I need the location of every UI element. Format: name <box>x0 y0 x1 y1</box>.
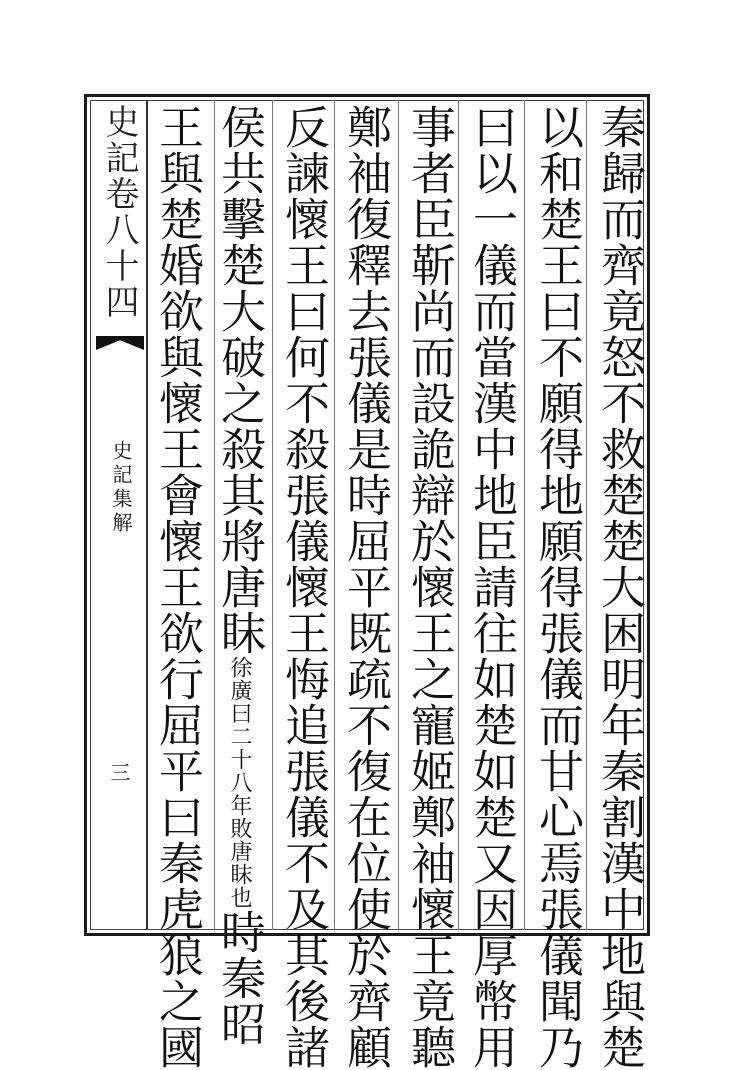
text-column-3: 曰以一儀而當漢中地臣請往如楚如楚又因厚幣用 <box>465 104 518 1070</box>
column-divider <box>586 100 587 930</box>
text-column-8: 王與楚婚欲與懷王會懷王欲行屈平曰秦虎狼之國 <box>151 104 204 1070</box>
margin-divider <box>146 100 148 930</box>
text-column-5: 鄭袖復釋去張儀是時屈平既疏不復在位使於齊顧 <box>339 104 392 1070</box>
annotation-note-right: 徐廣曰二十八 <box>227 656 252 794</box>
column-divider <box>398 100 399 930</box>
annotation-note <box>212 656 266 909</box>
text-column-6: 反諫懷王曰何不殺張儀懷王悔追張儀不及其後諸 <box>277 104 330 1070</box>
column-7-tail-text: 時秦昭 <box>213 909 266 1047</box>
column-divider <box>458 100 459 930</box>
text-column-7 <box>212 104 266 1047</box>
margin-book-title: 史記集解 <box>109 440 133 536</box>
page-number: 三 <box>107 762 131 782</box>
column-7-main-text: 侯共擊楚大破之殺其將唐眜 <box>213 104 266 656</box>
column-divider <box>524 100 525 930</box>
text-column-1: 秦歸而齊竟怒不救楚楚大困明年秦割漢中地與楚 <box>593 104 646 1070</box>
margin-top-title: 史記卷八十四 <box>99 104 139 320</box>
annotation-note-left: 年敗唐眜也 <box>227 794 252 909</box>
column-divider <box>334 100 335 930</box>
text-column-4: 事者臣靳尚而設詭辯於懷王之寵姬鄭袖懷王竟聽 <box>403 104 456 1070</box>
text-column-2: 以和楚王曰不願得地願得張儀而甘心焉張儀聞乃 <box>531 104 584 1070</box>
column-divider <box>272 100 273 930</box>
